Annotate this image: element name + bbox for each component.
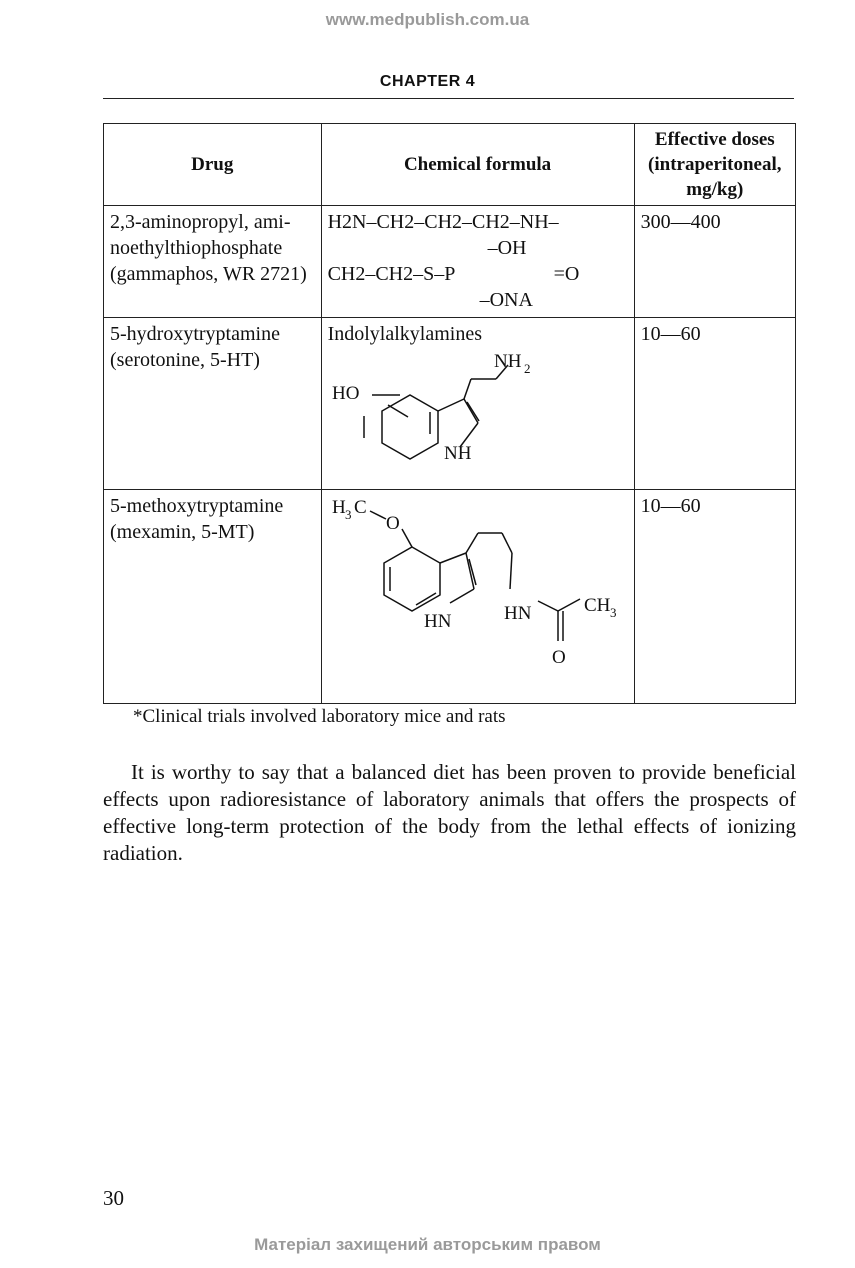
formula-line: =O	[553, 263, 580, 285]
ho-label: HO	[331, 383, 360, 404]
table-row	[104, 206, 796, 318]
table-row	[104, 318, 796, 490]
body-paragraph-text: It is worthy to say that a balanced diet has been proven to provide beneficial effects upon radioresistance of laboratory animals that offers the prospects of effective long-term protection of the body from the lethal effects of ionizing radiation.	[103, 760, 796, 865]
serotonin-structure	[328, 347, 618, 479]
formula-cell	[321, 318, 634, 490]
formula-cell	[321, 490, 634, 704]
header-rule	[103, 98, 794, 99]
structure-class-title: Indolylalkylamines	[327, 323, 482, 345]
dose-cell: 300—400	[634, 206, 795, 318]
formula-cell	[321, 206, 634, 318]
page-number: 30	[103, 1186, 124, 1210]
nh-label: NH	[443, 443, 472, 464]
carbonyl-oxygen-label: O	[551, 647, 566, 668]
column-header-formula: Chemical formula	[321, 124, 634, 206]
drug-cell: 2,3-aminopropyl, ami-noethylthiophosphate (gammaphos, WR 2721)	[104, 206, 322, 318]
amide-nh-label: HN	[503, 603, 532, 624]
dose-cell: 10—60	[634, 318, 795, 490]
oxygen-label: O	[385, 513, 400, 534]
chapter-heading: CHAPTER 4	[379, 73, 476, 90]
dose-cell: 10—60	[634, 490, 795, 704]
column-header-drug: Drug	[104, 124, 322, 206]
nh2-subscript: 2	[523, 361, 531, 376]
methoxytryptamine-structure	[328, 493, 628, 693]
h3c-label-c: C	[353, 497, 367, 518]
ch3-label: CH	[583, 595, 610, 616]
footer-watermark: Матеріал захищений авторським правом	[254, 1235, 601, 1254]
ch3-subscript: 3	[609, 605, 617, 620]
formula-line: H2N–CH2–CH2–CH2–NH–	[327, 211, 559, 233]
column-header-doses: Effective doses (intraperitoneal, mg/kg)	[634, 124, 795, 206]
h3c-subscript: 3	[344, 507, 352, 522]
drug-cell: 5-methoxytryptamine (mexamin, 5-MT)	[104, 490, 322, 704]
formula-line: –ONA	[479, 289, 533, 311]
body-paragraph	[103, 759, 796, 867]
header-watermark: www.medpublish.com.ua	[325, 10, 530, 29]
h3c-label-h: H	[331, 497, 346, 518]
drug-cell: 5-hydroxytryptamine (serotonine, 5-HT)	[104, 318, 322, 490]
formula-line: –OH	[487, 237, 527, 259]
nh2-label: NH	[493, 351, 522, 372]
indole-nh-label: HN	[423, 611, 452, 632]
drug-table	[103, 123, 796, 704]
table-row	[104, 490, 796, 704]
formula-line: CH2–CH2–S–P	[327, 263, 456, 285]
table-footnote: *Clinical trials involved laboratory mice and rats	[133, 706, 506, 727]
